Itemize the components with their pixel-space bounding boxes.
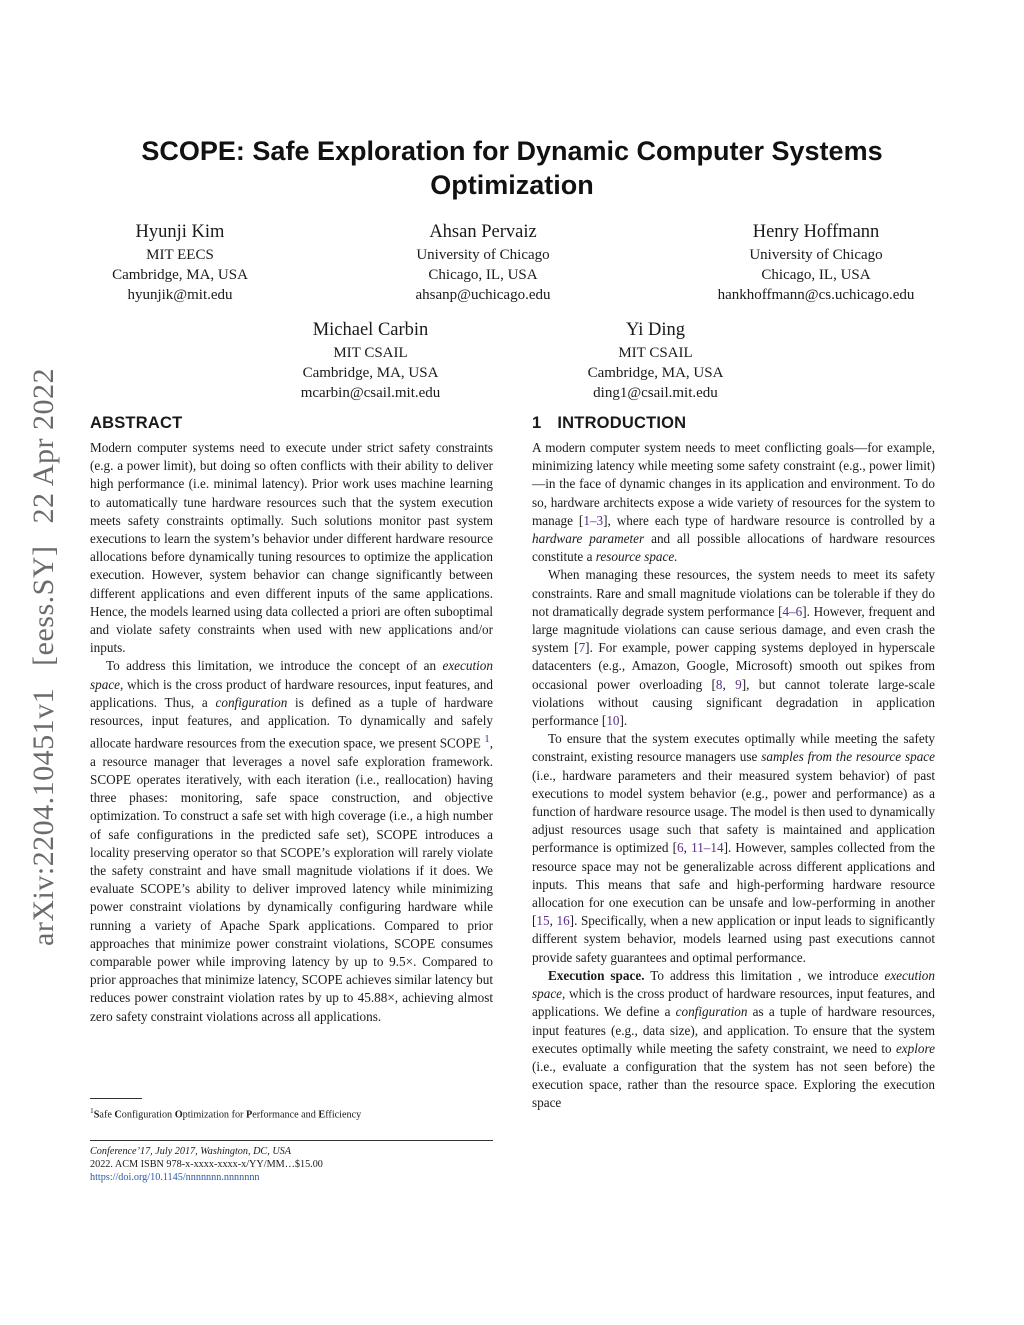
abstract-heading: ABSTRACT xyxy=(90,414,183,432)
arxiv-category: [eess.SY] xyxy=(27,545,60,666)
author-affiliation: MIT CSAIL xyxy=(618,345,693,361)
citation-link[interactable]: 16 xyxy=(556,913,570,929)
arxiv-date: 22 Apr 2022 xyxy=(27,368,60,524)
conference-info xyxy=(90,1145,493,1184)
abstract-column xyxy=(90,412,493,1026)
introduction-heading xyxy=(532,412,935,434)
author-row-2 xyxy=(90,318,936,403)
footnote-divider xyxy=(90,1098,142,1099)
citation-link[interactable]: 7 xyxy=(578,640,586,656)
citation-link[interactable]: 6 xyxy=(677,840,684,856)
intro-paragraph-2: When managing these resources, the system needs to meet its safety constraints. Rare and small magnitude violations can be tolerable if they do not dramatically degrade system performance [4–6]. However, frequent and large magnitude violations can cause serious damage, and even crash the system [7]. For example, power capping systems deployed in hyperscale datacenters (e.g., Amazon, Google, Microsoft) smooth out spikes from occasional power overloading [8, 9], but cannot tolerate large-scale violations without causing significant degradation in application performance [10]. xyxy=(532,567,936,729)
abstract-paragraph-2: To address this limitation, we introduce the concept of an execution space, which is the cross product of hardware resources, input features, and applications. Thus, a configuration is defined as a tuple of hardware resources, input features, and application. To dynamically and safely allocate hardware resources from the execution space, we present SCOPE $^1$, a resource manager that leverages a novel safe exploration framework. SCOPE operates iteratively, with each iteration (i.e., reallocation) having three phases: monitoring, safe space construction, and objective optimization. To construct a safe set with high coverage (i.e., a high number of safe configurations in the predicted safe set), SCOPE introduces a locality preserving operator so that SCOPE’s exploration will rarely violate the safety constraint and have small magnitude violations if it does. We evaluate SCOPE’s ability to deliver improved latency while minimizing power constraint violations by dynamically configuring hardware while running a variety of Apache Spark applications. Compared to prior approaches that minimize power constraint violations, SCOPE consumes comparable power while improving latency by up to 9.5×. Compared to prior approaches that minimize latency, SCOPE achieves similar latency but reduces power constraint violation rates by up to 45.88×, achieving almost zero safety constraint violations across all applications. xyxy=(90,658,493,1024)
arxiv-id: arXiv:2204.10451v1 xyxy=(27,687,60,946)
author-affiliation: MIT EECS xyxy=(146,247,214,263)
author-block xyxy=(568,318,743,403)
intro-paragraph-3: To ensure that the system executes optimally while meeting the safety constraint, existing resource managers use samples from the resource space (i.e., hardware parameters and their measured system behavior) of past executions to model system behavior (e.g., power and performance) as a function of hardware resource usage. The model is then used to dynamically adjust resources usage such that safety is maintained and application performance is optimized [6, 11–14]. However, samples collected from the resource space may not be generalizable across different applications and inputs. This means that safe and high-performing hardware resource allocation for one execution can be unsafe and low-performing in another [15, 16]. Specifically, when a new application or input leads to significantly different system behavior, models learned using past executions cannot provide safety guarantees and optimal performance. xyxy=(532,731,936,965)
citation-link[interactable]: 11–14 xyxy=(691,840,724,856)
citation-link[interactable]: 15 xyxy=(536,913,550,929)
conference-isbn: 2022. ACM ISBN 978-x-xxxx-xxxx-x/YY/MM…$15.00 xyxy=(90,1159,323,1170)
doi-link[interactable]: https://doi.org/10.1145/nnnnnnn.nnnnnnn xyxy=(90,1172,260,1183)
paper-title-line-2: Optimization xyxy=(430,170,594,200)
citation-link[interactable]: 10 xyxy=(606,713,620,729)
section-title: INTRODUCTION xyxy=(557,414,687,432)
author-email: hankhoffmann@cs.uchicago.edu xyxy=(717,287,915,303)
author-email: mcarbin@csail.mit.edu xyxy=(300,385,441,401)
author-location: Chicago, IL, USA xyxy=(428,267,538,283)
paragraph-runin-heading: Execution space. xyxy=(548,967,645,983)
author-block xyxy=(696,220,936,305)
citation-link[interactable]: 9 xyxy=(735,676,742,692)
citation-link[interactable]: 8 xyxy=(715,676,723,692)
citation-link[interactable]: 4–6 xyxy=(782,603,803,619)
author-affiliation: University of Chicago xyxy=(416,247,550,263)
author-email: ahsanp@uchicago.edu xyxy=(415,287,551,303)
intro-paragraph-4: Execution space. To address this limitation , we introduce execution space, which is the cross product of hardware resources, input features, and applications. We define a configuration as a tuple of hardware resources, input features (e.g., data size), and application. To ensure that the system executes optimally while meeting the safety constraint, we need to explore (i.e., evaluate a configuration that the system has not seen before) the execution space, rather than the resource space. Exploring the execution space xyxy=(532,967,936,1111)
conference-divider xyxy=(90,1140,493,1141)
author-email: hyunjik@mit.edu xyxy=(127,287,233,303)
author-location: Cambridge, MA, USA xyxy=(587,365,724,381)
author-block xyxy=(90,220,270,305)
footnote-marker-link[interactable]: 1 xyxy=(484,733,490,746)
paper-title xyxy=(0,134,1024,202)
author-location: Cambridge, MA, USA xyxy=(302,365,439,381)
author-affiliation: MIT CSAIL xyxy=(333,345,408,361)
author-location: Chicago, IL, USA xyxy=(761,267,871,283)
author-name: Yi Ding xyxy=(625,320,686,340)
author-name: Hyunji Kim xyxy=(135,222,225,242)
author-row-1 xyxy=(90,220,936,305)
author-block xyxy=(383,220,583,305)
author-name: Henry Hoffmann xyxy=(752,222,880,242)
footnote-scope-acronym: $^1$Safe Configuration Optimization for Performance and Efficiency xyxy=(90,1106,362,1121)
introduction-column xyxy=(532,412,935,1113)
paper-title-line-1: SCOPE: Safe Exploration for Dynamic Computer Systems xyxy=(141,136,883,166)
author-block xyxy=(283,318,458,403)
author-name: Michael Carbin xyxy=(312,320,429,340)
section-number: 1 xyxy=(532,414,542,432)
abstract-paragraph-1: Modern computer systems need to execute under strict safety constraints (e.g. a power limit), but doing so often conflicts with their ability to deliver high performance (i.e. minimal latency). Prior work uses machine learning to automatically tune hardware resources such that the system execution meets safety constraints optimally. Such solutions monitor past system executions to learn the system’s behavior under different hardware resource allocations before dynamically tuning resources to optimize the application execution. However, system behavior can change significantly between different applications and even different inputs of the same applications. Hence, the models learned using data collected a priori are often suboptimal and violate safety constraints when used with new applications and/or inputs. xyxy=(90,440,493,656)
author-name: Ahsan Pervaiz xyxy=(429,222,537,242)
author-affiliation: University of Chicago xyxy=(749,247,883,263)
arxiv-identifier-stamp xyxy=(27,354,61,946)
intro-paragraph-1: A modern computer system needs to meet conflicting goals—for example, minimizing latency while meeting some safety constraint (e.g., power limit)—in the face of dynamic changes in its application and environment. To do so, hardware architects expose a wide variety of resources for the system to manage [1–3], where each type of hardware resource is controlled by a hardware parameter and all possible allocations of hardware resources constitute a resource space. xyxy=(532,440,935,565)
conference-venue: Conference’17, July 2017, Washington, DC, USA xyxy=(90,1146,291,1157)
author-location: Cambridge, MA, USA xyxy=(112,267,248,283)
citation-link[interactable]: 1–3 xyxy=(583,512,604,528)
author-email: ding1@csail.mit.edu xyxy=(593,385,718,401)
